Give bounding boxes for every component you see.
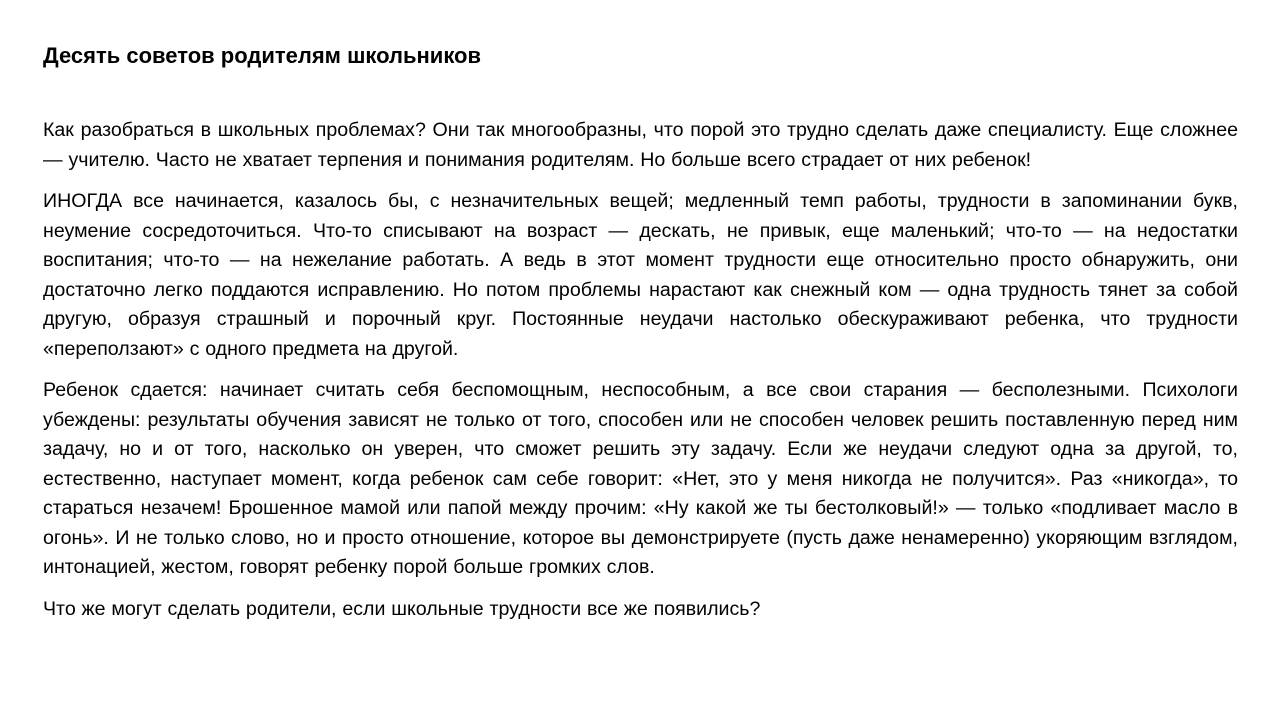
paragraph-psychology: Ребенок сдается: начинает считать себя беспомощным, неспособным, а все свои старания — бесполезными. Психологи убеждены: результаты обучения зависят не только от того, способен или не способен человек решить поставленную перед ним задачу, но и от того, насколько он уверен, что сможет решить эту задачу. Если же неудачи следуют одна за другой, то, естественно, наступает момент, когда ребенок сам себе говорит: «Нет, это у меня никогда не получится». Раз «никогда», то стараться незачем! Брошенное мамой или папой между прочим: «Ну какой же ты бестолковый!» — только «подливает масло в огонь». И не только слово, но и просто отношение, которое вы демонстрируете (пусть даже ненамеренно) укоряющим взглядом, интонацией, жестом, говорят ребенку порой больше громких слов. bbox=[43, 379, 1238, 578]
paragraph-problems: ИНОГДА все начинается, казалось бы, с незначительных вещей; медленный темп работы, трудности в запоминании букв, неумение сосредоточиться. Что-то списывают на возраст — дескать, не привык, еще маленький; что-то — на недостатки воспитания; что-то — на нежелание работать. А ведь в этот момент трудности еще относительно просто обнаружить, они достаточно легко поддаются исправлению. Но потом проблемы нарастают как снежный ком — одна трудность тянет за собой другую, образуя страшный и порочный круг. Постоянные неудачи настолько обескураживают ребенка, что трудности «переползают» с одного предмета на другой. bbox=[43, 190, 1238, 360]
article-title: Десять советов родителям школьников bbox=[43, 43, 482, 68]
article-body bbox=[43, 116, 1238, 624]
paragraph-intro: Как разобраться в школьных проблемах? Они так многообразны, что порой это трудно сделать даже специалисту. Еще сложнее — учителю. Часто не хватает терпения и понимания родителям. Но больше всего страдает от них ребенок! bbox=[43, 119, 1238, 171]
paragraph-question: Что же могут сделать родители, если школьные трудности все же появились? bbox=[43, 597, 761, 620]
